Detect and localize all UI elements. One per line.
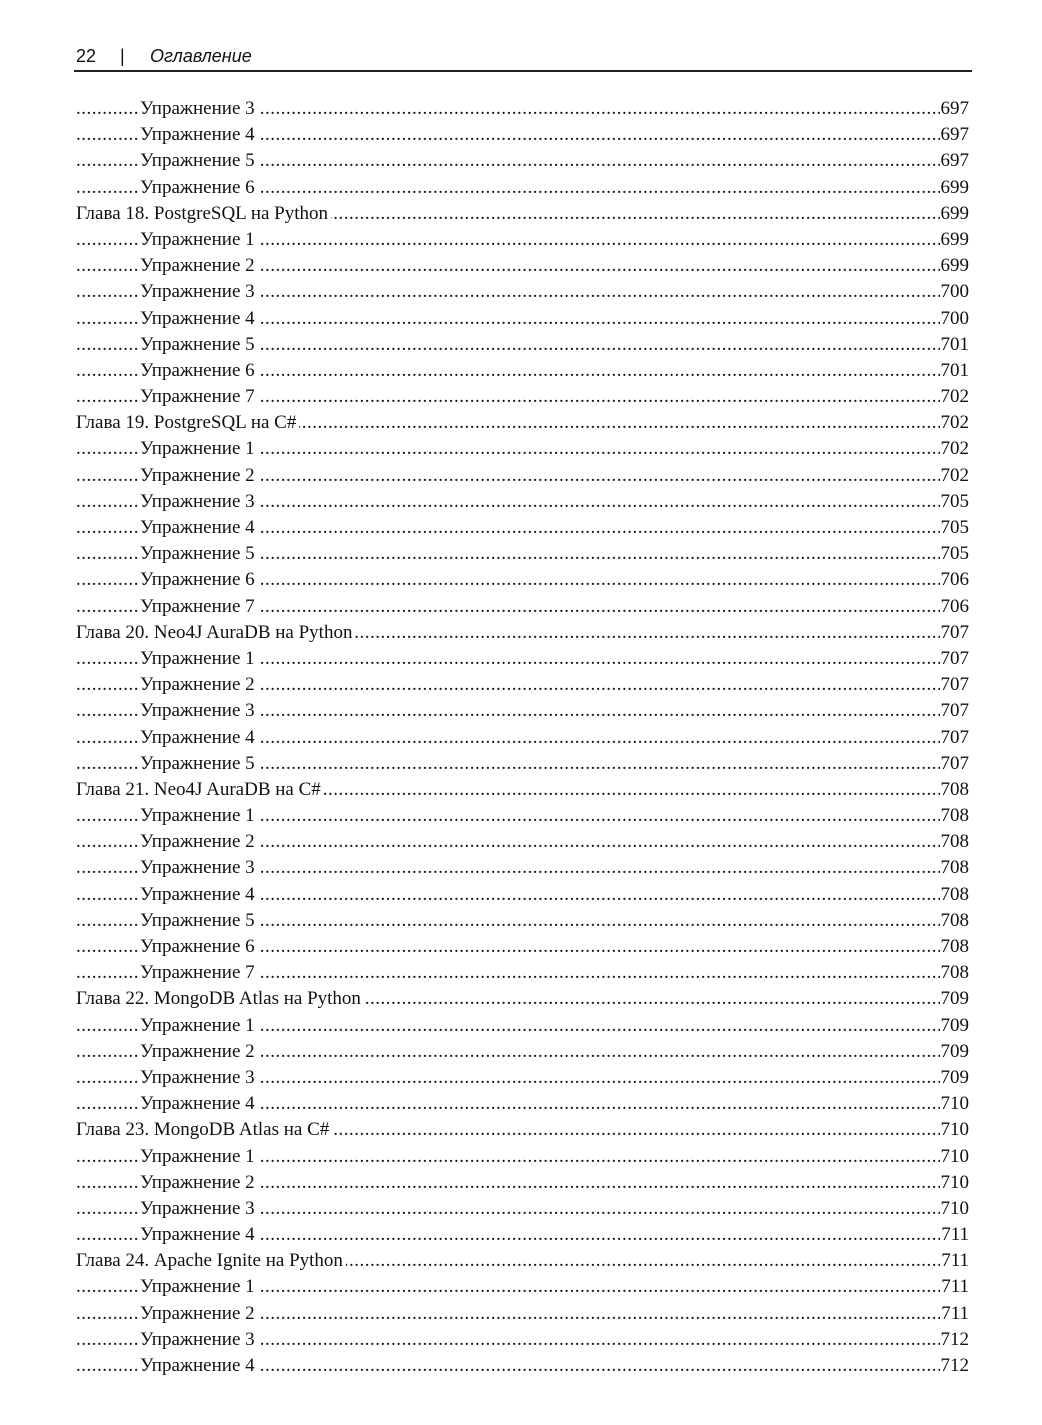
toc-entry-page-number: 710 xyxy=(940,1117,970,1143)
toc-entry-page-number: 702 xyxy=(940,410,970,436)
toc-entry-page-number: 699 xyxy=(940,201,970,227)
toc-exercise-entry[interactable] xyxy=(76,1222,969,1248)
toc-entry-label: Упражнение 7 xyxy=(140,962,258,983)
toc-entry-label: Глава 19. PostgreSQL на C# xyxy=(76,412,299,433)
toc-chapter-entry[interactable] xyxy=(76,1117,969,1143)
toc-entry-label: Упражнение 2 xyxy=(140,465,258,486)
toc-entry-page-number: 710 xyxy=(940,1144,970,1170)
toc-entry-label: Упражнение 4 xyxy=(140,517,258,538)
toc-exercise-entry[interactable] xyxy=(76,122,969,148)
toc-exercise-entry[interactable] xyxy=(76,463,969,489)
toc-entry-page-number: 708 xyxy=(940,960,970,986)
toc-entry-page-number: 709 xyxy=(940,986,970,1012)
toc-exercise-entry[interactable] xyxy=(76,960,969,986)
toc-entry-label: Глава 22. MongoDB Atlas на Python xyxy=(76,988,364,1009)
toc-entry-page-number: 708 xyxy=(940,882,970,908)
toc-entry-label: Глава 24. Apache Ignite на Python xyxy=(76,1250,346,1271)
toc-exercise-entry[interactable] xyxy=(76,751,969,777)
toc-entry-page-number: 708 xyxy=(940,934,970,960)
toc-chapter-entry[interactable] xyxy=(76,1248,969,1274)
toc-chapter-entry[interactable] xyxy=(76,201,969,227)
toc-entry-label: Упражнение 6 xyxy=(140,936,258,957)
toc-entry-label: Упражнение 1 xyxy=(140,1276,258,1297)
toc-entry-label: Глава 18. PostgreSQL на Python xyxy=(76,203,331,224)
toc-entry-label: Упражнение 3 xyxy=(140,1329,258,1350)
toc-entry-page-number: 700 xyxy=(940,279,970,305)
toc-chapter-entry[interactable] xyxy=(76,410,969,436)
toc-entry-label: Глава 21. Neo4J AuraDB на C# xyxy=(76,779,324,800)
toc-entry-page-number: 710 xyxy=(940,1091,970,1117)
toc-exercise-entry[interactable] xyxy=(76,1353,969,1379)
toc-entry-label: Упражнение 4 xyxy=(140,1355,258,1376)
toc-entry-label: Упражнение 5 xyxy=(140,753,258,774)
toc-exercise-entry[interactable] xyxy=(76,908,969,934)
toc-entry-page-number: 707 xyxy=(940,725,970,751)
toc-exercise-entry[interactable] xyxy=(76,1196,969,1222)
toc-entry-page-number: 711 xyxy=(940,1274,969,1300)
toc-exercise-entry[interactable] xyxy=(76,279,969,305)
toc-entry-label: Глава 23. MongoDB Atlas на C# xyxy=(76,1119,332,1140)
toc-entry-page-number: 702 xyxy=(940,436,970,462)
toc-exercise-entry[interactable] xyxy=(76,1039,969,1065)
toc-exercise-entry[interactable] xyxy=(76,306,969,332)
toc-entry-page-number: 697 xyxy=(940,148,970,174)
toc-chapter-entry[interactable] xyxy=(76,620,969,646)
toc-chapter-entry[interactable] xyxy=(76,986,969,1012)
toc-entry-label: Упражнение 3 xyxy=(140,98,258,119)
toc-entry-page-number: 697 xyxy=(940,122,970,148)
toc-exercise-entry[interactable] xyxy=(76,698,969,724)
toc-chapter-entry[interactable] xyxy=(76,777,969,803)
toc-exercise-entry[interactable] xyxy=(76,1327,969,1353)
toc-entry-page-number: 711 xyxy=(940,1301,969,1327)
toc-entry-page-number: 708 xyxy=(940,829,970,855)
toc-entry-label: Упражнение 5 xyxy=(140,334,258,355)
toc-entry-label: Упражнение 6 xyxy=(140,360,258,381)
toc-entry-page-number: 699 xyxy=(940,253,970,279)
toc-exercise-entry[interactable] xyxy=(76,882,969,908)
toc-entry-label: Упражнение 5 xyxy=(140,150,258,171)
toc-exercise-entry[interactable] xyxy=(76,489,969,515)
section-title: Оглавление xyxy=(150,46,252,66)
toc-entry-page-number: 708 xyxy=(940,777,970,803)
toc-exercise-entry[interactable] xyxy=(76,672,969,698)
toc-exercise-entry[interactable] xyxy=(76,1170,969,1196)
toc-entry-label: Упражнение 1 xyxy=(140,438,258,459)
page-number: 22 xyxy=(76,46,97,66)
toc-exercise-entry[interactable] xyxy=(76,1274,969,1300)
toc-exercise-entry[interactable] xyxy=(76,358,969,384)
toc-entry-page-number: 711 xyxy=(940,1248,969,1274)
toc-entry-page-number: 712 xyxy=(940,1327,970,1353)
toc-entry-label: Упражнение 1 xyxy=(140,1015,258,1036)
toc-entry-page-number: 708 xyxy=(940,908,970,934)
toc-entry-label: Упражнение 2 xyxy=(140,1303,258,1324)
toc-exercise-entry[interactable] xyxy=(76,332,969,358)
toc-entry-label: Упражнение 1 xyxy=(140,1146,258,1167)
toc-entry-page-number: 699 xyxy=(940,227,970,253)
toc-entry-label: Упражнение 3 xyxy=(140,281,258,302)
toc-entry-label: Упражнение 2 xyxy=(140,831,258,852)
toc-entry-page-number: 707 xyxy=(940,698,970,724)
toc-exercise-entry[interactable] xyxy=(76,855,969,881)
toc-entry-label: Упражнение 1 xyxy=(140,229,258,250)
toc-exercise-entry[interactable] xyxy=(76,829,969,855)
toc-exercise-entry[interactable] xyxy=(76,725,969,751)
toc-exercise-entry[interactable] xyxy=(76,1301,969,1327)
toc-entry-page-number: 705 xyxy=(940,489,970,515)
toc-entry-page-number: 701 xyxy=(940,358,970,384)
toc-entry-label: Упражнение 4 xyxy=(140,1093,258,1114)
toc-entry-label: Упражнение 6 xyxy=(140,177,258,198)
toc-exercise-entry[interactable] xyxy=(76,1013,969,1039)
toc-exercise-entry[interactable] xyxy=(76,96,969,122)
toc-entry-page-number: 701 xyxy=(940,332,970,358)
toc-entry-page-number: 697 xyxy=(940,96,970,122)
toc-entry-page-number: 707 xyxy=(940,646,970,672)
toc-exercise-entry[interactable] xyxy=(76,175,969,201)
toc-exercise-entry[interactable] xyxy=(76,148,969,174)
toc-entry-label: Упражнение 4 xyxy=(140,124,258,145)
toc-exercise-entry[interactable] xyxy=(76,253,969,279)
toc-entry-label: Упражнение 7 xyxy=(140,596,258,617)
toc-exercise-entry[interactable] xyxy=(76,227,969,253)
toc-entry-label: Упражнение 2 xyxy=(140,255,258,276)
toc-entry-page-number: 709 xyxy=(940,1065,970,1091)
toc-entry-page-number: 710 xyxy=(940,1170,970,1196)
toc-entry-page-number: 705 xyxy=(940,541,970,567)
toc-entry-label: Упражнение 4 xyxy=(140,308,258,329)
toc-exercise-entry[interactable] xyxy=(76,1065,969,1091)
toc-entry-page-number: 711 xyxy=(940,1222,969,1248)
toc-entry-label: Упражнение 4 xyxy=(140,884,258,905)
toc-entry-label: Упражнение 4 xyxy=(140,727,258,748)
toc-exercise-entry[interactable] xyxy=(76,515,969,541)
toc-entry-page-number: 707 xyxy=(940,620,970,646)
toc-entry-page-number: 706 xyxy=(940,594,970,620)
toc-exercise-entry[interactable] xyxy=(76,646,969,672)
toc-exercise-entry[interactable] xyxy=(76,436,969,462)
toc-exercise-entry[interactable] xyxy=(76,594,969,620)
toc-entry-label: Упражнение 7 xyxy=(140,386,258,407)
toc-entry-page-number: 708 xyxy=(940,855,970,881)
toc-entry-label: Упражнение 5 xyxy=(140,543,258,564)
toc-entry-page-number: 709 xyxy=(940,1039,970,1065)
toc-entry-page-number: 702 xyxy=(940,384,970,410)
toc-entry-page-number: 708 xyxy=(940,803,970,829)
toc-entry-label: Упражнение 2 xyxy=(140,1172,258,1193)
toc-entry-page-number: 705 xyxy=(940,515,970,541)
toc-exercise-entry[interactable] xyxy=(76,567,969,593)
toc-entry-page-number: 709 xyxy=(940,1013,970,1039)
toc-entry-page-number: 699 xyxy=(940,175,970,201)
toc-exercise-entry[interactable] xyxy=(76,1091,969,1117)
toc-entry-label: Упражнение 6 xyxy=(140,569,258,590)
toc-entry-label: Упражнение 3 xyxy=(140,1198,258,1219)
toc-exercise-entry[interactable] xyxy=(76,1144,969,1170)
header-separator: | xyxy=(120,46,125,66)
toc-entry-label: Упражнение 2 xyxy=(140,1041,258,1062)
toc-entry-page-number: 712 xyxy=(940,1353,970,1379)
toc-exercise-entry[interactable] xyxy=(76,384,969,410)
toc-entry-page-number: 702 xyxy=(940,463,970,489)
toc-entry-label: Упражнение 3 xyxy=(140,700,258,721)
toc-exercise-entry[interactable] xyxy=(76,541,969,567)
toc-exercise-entry[interactable] xyxy=(76,803,969,829)
toc-entry-page-number: 706 xyxy=(940,567,970,593)
toc-entry-label: Упражнение 1 xyxy=(140,648,258,669)
toc-exercise-entry[interactable] xyxy=(76,934,969,960)
toc-entry-page-number: 700 xyxy=(940,306,970,332)
toc-entry-label: Упражнение 1 xyxy=(140,805,258,826)
toc-entry-page-number: 707 xyxy=(940,672,970,698)
running-header xyxy=(74,42,972,72)
toc-entry-page-number: 710 xyxy=(940,1196,970,1222)
toc-entry-label: Упражнение 3 xyxy=(140,491,258,512)
toc-entry-label: Глава 20. Neo4J AuraDB на Python xyxy=(76,622,355,643)
toc-entry-page-number: 707 xyxy=(940,751,970,777)
table-of-contents xyxy=(76,96,969,1379)
toc-entry-label: Упражнение 3 xyxy=(140,857,258,878)
toc-entry-label: Упражнение 5 xyxy=(140,910,258,931)
toc-entry-label: Упражнение 3 xyxy=(140,1067,258,1088)
toc-entry-label: Упражнение 2 xyxy=(140,674,258,695)
toc-entry-label: Упражнение 4 xyxy=(140,1224,258,1245)
